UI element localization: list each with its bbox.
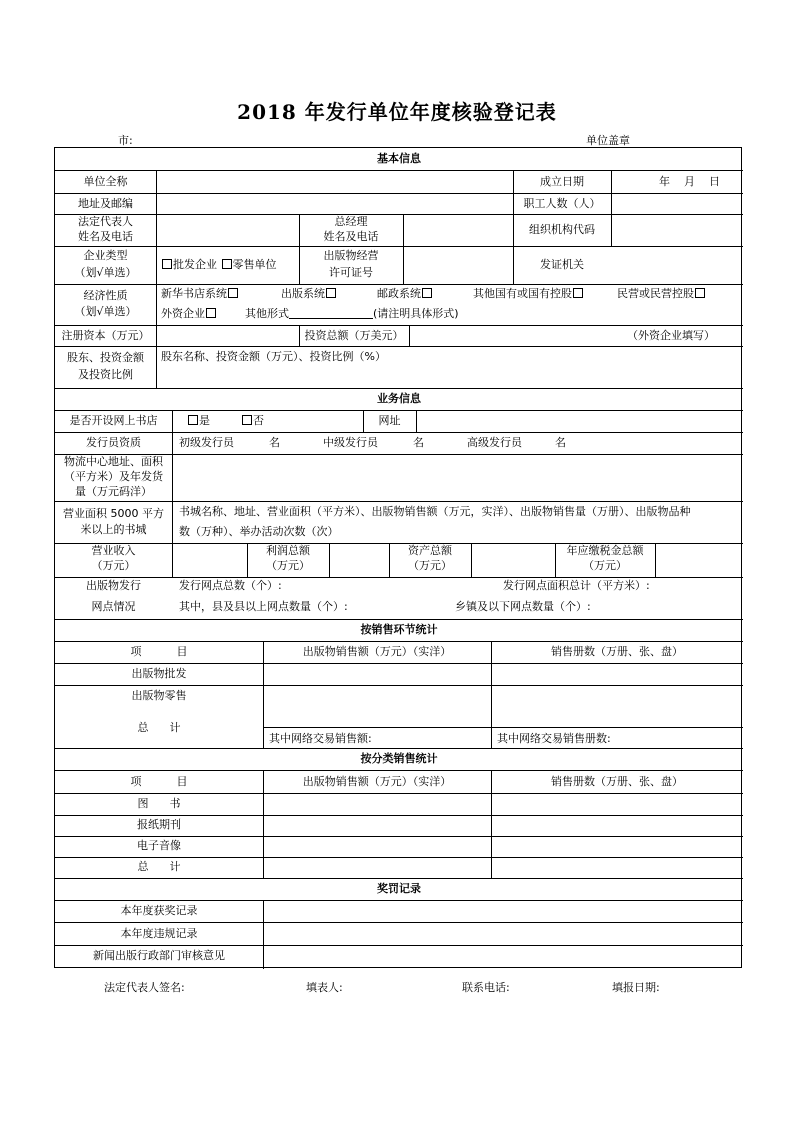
outlet-town-label: 乡镇及以下网点数量（个）: [455, 600, 591, 613]
junior-label: 初级发行员 [179, 436, 234, 449]
econ-label-2: （划√单选） [74, 305, 137, 318]
revenue-label-1: 营业收入 [91, 544, 136, 557]
outlet-label-2: 网点情况 [91, 600, 136, 613]
share-content: 股东名称、投资金额（万元）、投资比例（%） [161, 350, 386, 363]
econ-state: 其他国有或国有控股 [473, 287, 584, 301]
type-options [161, 258, 277, 272]
category-newspaper-label: 报纸期刊 [137, 818, 181, 831]
econ-foreign-checkbox[interactable] [206, 308, 216, 318]
share-label-1: 股东、投资金额 [67, 351, 144, 364]
big-store-content-1: 书城名称、地址、营业面积（平方米）、出版物销售额（万元，实洋）、出版物销售量（万册）、出版物品种 [179, 505, 691, 518]
econ-publish-checkbox[interactable] [326, 288, 336, 298]
city-label: 市: [118, 134, 133, 147]
stage-item-header: 项 目 [130, 645, 188, 658]
profit-label-2: （万元） [266, 559, 310, 572]
gm-label-2: 姓名及电话 [323, 230, 379, 243]
footer-phone: 联系电话: [462, 981, 510, 994]
tax-label-2: （万元） [583, 559, 627, 572]
econ-foreign: 外资企业 [161, 307, 217, 321]
legal-rep-label-1: 法定代表人 [78, 215, 133, 228]
econ-other-input[interactable] [289, 308, 373, 319]
footer-filler: 填表人: [306, 981, 343, 994]
stage-wholesale-label: 出版物批发 [131, 667, 187, 680]
share-label-2: 及投资比例 [78, 368, 133, 381]
address-label: 地址及邮编 [78, 197, 133, 210]
econ-post: 邮政系统 [377, 287, 433, 301]
profit-label-1: 利润总额 [266, 544, 310, 557]
outlet-county-label: 其中，县及县以上网点数量（个）: [179, 600, 348, 613]
mid-unit: 名 [413, 436, 424, 449]
big-store-label-2: 米以上的书城 [80, 523, 147, 536]
type-label-1: 企业类型 [83, 249, 128, 262]
license-label-2: 许可证号 [329, 266, 373, 279]
section-basic-heading: 基本信息 [377, 152, 421, 165]
category-books-label: 图 书 [137, 797, 181, 810]
econ-publish: 出版系统 [281, 287, 337, 301]
section-awards-heading: 奖罚记录 [377, 882, 421, 895]
invest-total-label: 投资总额（万美元） [304, 329, 404, 342]
wholesale-checkbox[interactable] [162, 259, 172, 269]
logistics-label-2: （平方米）及年发货 [64, 470, 163, 483]
category-item-header: 项 目 [130, 775, 188, 788]
online-yes-checkbox[interactable] [188, 415, 198, 425]
stage-amount-header: 出版物销售额（万元）（实洋） [302, 645, 452, 658]
category-volume-header: 销售册数（万册、张、盘） [551, 775, 683, 788]
outlet-count-label: 发行网点总数（个）: [179, 579, 282, 592]
online-no: 否 [241, 414, 264, 428]
page-title: 2018 年发行单位年度核验登记表 [237, 100, 557, 124]
staff-label: 职工人数（人） [523, 197, 601, 210]
logistics-label-1: 物流中心地址、面积 [64, 455, 163, 468]
tax-label-1: 年应缴税金总额 [566, 544, 644, 557]
issuer-label: 发证机关 [540, 258, 584, 271]
foreign-fill-note: （外资企业填写） [627, 329, 715, 342]
section-sales-stage-heading: 按销售环节统计 [360, 623, 438, 636]
logistics-label-3: 量（万元码洋） [75, 485, 152, 498]
seal-label: 单位盖章 [586, 134, 630, 147]
econ-xinhua: 新华书店系统 [161, 287, 239, 301]
reg-capital-label: 注册资本（万元） [61, 329, 150, 342]
econ-label-1: 经济性质 [83, 289, 128, 302]
violation-record-label: 本年度违规记录 [120, 927, 198, 940]
org-code-label: 组织机构代码 [529, 223, 595, 236]
stage-online-amount-label: 其中网络交易销售额: [269, 732, 372, 745]
econ-other: 其他形式 (请注明具体形式) [245, 307, 459, 320]
gm-label-1: 总经理 [334, 215, 368, 228]
outlet-area-label: 发行网点面积总计（平方米）: [503, 579, 650, 592]
revenue-label-2: （万元） [91, 559, 136, 572]
type-label-2: （划√单选） [74, 266, 137, 279]
econ-private-checkbox[interactable] [695, 288, 705, 298]
license-label-1: 出版物经营 [323, 249, 379, 262]
stage-retail-label: 出版物零售 [131, 689, 187, 702]
retail-checkbox[interactable] [222, 259, 232, 269]
online-store-label: 是否开设网上书店 [69, 414, 158, 427]
stage-volume-header: 销售册数（万册、张、盘） [551, 645, 683, 658]
qual-label: 发行员资质 [86, 436, 141, 449]
category-total-label: 总 计 [137, 860, 181, 873]
econ-xinhua-checkbox[interactable] [228, 288, 238, 298]
econ-private: 民营或民营控股 [617, 287, 706, 301]
found-date-label: 成立日期 [540, 175, 584, 188]
website-label: 网址 [378, 414, 401, 427]
award-record-label: 本年度获奖记录 [120, 904, 198, 917]
legal-rep-label-2: 姓名及电话 [78, 230, 133, 243]
econ-state-checkbox[interactable] [573, 288, 583, 298]
section-business-heading: 业务信息 [377, 392, 421, 405]
big-store-content-2: 数（万种）、举办活动次数（次） [179, 525, 339, 538]
wholesale-label: 批发企业 [173, 258, 217, 271]
footer-legal-sign: 法定代表人签名: [104, 981, 185, 994]
retail-label: 零售单位 [232, 258, 277, 271]
assets-label-2: （万元） [408, 559, 452, 572]
stage-total-label: 总 计 [137, 721, 181, 734]
category-amount-header: 出版物销售额（万元）（实洋） [302, 775, 452, 788]
senior-unit: 名 [555, 436, 566, 449]
registration-form [54, 147, 742, 968]
outlet-label-1: 出版物发行 [86, 579, 141, 592]
big-store-label-1: 营业面积 5000 平方 [63, 507, 164, 520]
econ-post-checkbox[interactable] [422, 288, 432, 298]
unit-name-label: 单位全称 [83, 175, 128, 188]
stage-online-volume-label: 其中网络交易销售册数: [497, 732, 611, 745]
assets-label-1: 资产总额 [408, 544, 452, 557]
review-opinion-label: 新闻出版行政部门审核意见 [93, 949, 225, 962]
section-sales-category-heading: 按分类销售统计 [360, 752, 438, 765]
category-av-label: 电子音像 [137, 839, 181, 852]
footer-date: 填报日期: [612, 981, 660, 994]
online-no-checkbox[interactable] [242, 415, 252, 425]
mid-label: 中级发行员 [323, 436, 378, 449]
found-date-ymd: 年 月 日 [659, 175, 720, 188]
senior-label: 高级发行员 [467, 436, 522, 449]
junior-unit: 名 [269, 436, 280, 449]
online-yes: 是 [187, 414, 210, 428]
